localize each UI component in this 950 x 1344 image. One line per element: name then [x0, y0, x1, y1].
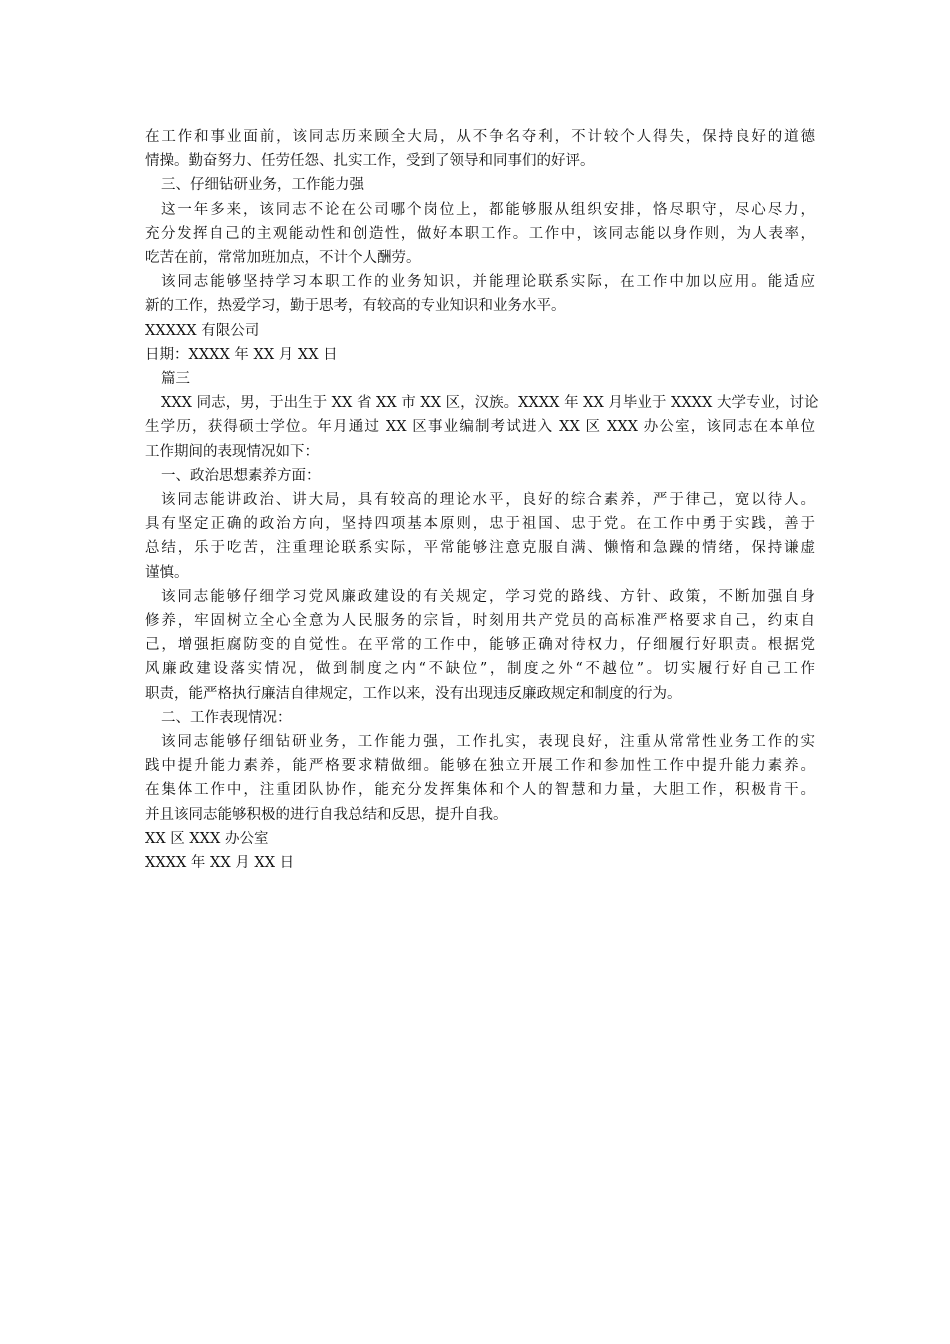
text-line: 在工作和事业面前，该同志历来顾全大局，从不争名夺利，不计较个人得失，保持良好的道德	[145, 129, 815, 145]
text-line: XX 区 XXX 办公室	[145, 830, 269, 847]
text-line: 该同志能够仔细钻研业务，工作能力强，工作扎实，表现良好，注重从常常性业务工作的实	[161, 734, 815, 751]
text-line: 总结，乐于吃苦，注重理论联系实际，平常能够注意克服自满、懒惰和急躁的情绪，保持谦虚	[145, 540, 815, 557]
text-line: 充分发挥自己的主观能动性和创造性，做好本职工作。工作中，该同志能以身作则，为人表率，	[145, 225, 815, 242]
text-line: 该同志能够仔细学习党风廉政建设的有关规定，学习党的路线、方针、政策，不断加强自身	[161, 588, 815, 605]
text-line: 二、工作表现情况：	[161, 709, 292, 726]
text-line: 修养，牢固树立全心全意为人民服务的宗旨，时刻用共产党员的高标准严格要求自己，约束自	[145, 613, 815, 630]
text-line: 情操。勤奋努力、任劳任怨、扎实工作，受到了领导和同事们的好评。	[145, 153, 595, 170]
document-body	[145, 125, 819, 875]
text-line: 日期：XXXX 年 XX 月 XX 日	[145, 346, 338, 363]
text-line: XXXX 年 XX 月 XX 日	[145, 855, 295, 872]
text-line: 具有坚定正确的政治方向，坚持四项基本原则，忠于祖国、忠于党。在工作中勇于实践，善于	[145, 516, 815, 533]
text-line: 并且该同志能够积极的进行自我总结和反思，提升自我。	[145, 806, 508, 823]
text-line: 该同志能够坚持学习本职工作的业务知识，并能理论联系实际，在工作中加以应用。能适应	[161, 274, 815, 291]
text-line: 生学历，获得硕士学位。年月通过 XX 区事业编制考试进入 XX 区 XXX 办公室，该同志在本单位	[145, 419, 815, 436]
text-line: 这一年多来，该同志不论在公司哪个岗位上，都能够服从组织安排，恪尽职守，尽心尽力，	[161, 201, 815, 218]
text-line: 篇三	[161, 371, 190, 388]
text-line: 践中提升能力素养，能严格要求精做细。能够在独立开展工作和参加性工作中提升能力素养。	[145, 758, 815, 775]
text-line: 己，增强拒腐防变的自觉性。在平常的工作中，能够正确对待权力，仔细履行好职责。根据党	[145, 637, 815, 654]
text-line: 新的工作，热爱学习，勤于思考，有较高的专业知识和业务水平。	[145, 298, 566, 315]
text-line: 吃苦在前，常常加班加点，不计个人酬劳。	[145, 250, 421, 267]
text-line: 在集体工作中，注重团队协作，能充分发挥集体和个人的智慧和力量，大胆工作，积极肯干。	[145, 782, 815, 799]
text-line: 谨慎。	[145, 564, 189, 581]
text-line: 工作期间的表现情况如下：	[145, 443, 319, 460]
text-line: XXX 同志，男，于出生于 XX 省 XX 市 XX 区，汉族。XXXX 年 XX 月毕业于 XXXX 大学专业，讨论	[161, 395, 819, 412]
text-line: 该同志能讲政治、讲大局，具有较高的理论水平，良好的综合素养，严于律己，宽以待人。	[161, 492, 815, 509]
text-line: 一、政治思想素养方面：	[161, 467, 321, 484]
text-line: 职责，能严格执行廉洁自律规定，工作以来，没有出现违反廉政规定和制度的行为。	[145, 685, 682, 702]
text-line: 风廉政建设落实情况，做到制度之内“不缺位”，制度之外“不越位”。切实履行好自己工作	[145, 661, 815, 678]
text-line: XXXXX 有限公司	[145, 322, 260, 339]
text-line: 三、仔细钻研业务，工作能力强	[161, 177, 364, 194]
